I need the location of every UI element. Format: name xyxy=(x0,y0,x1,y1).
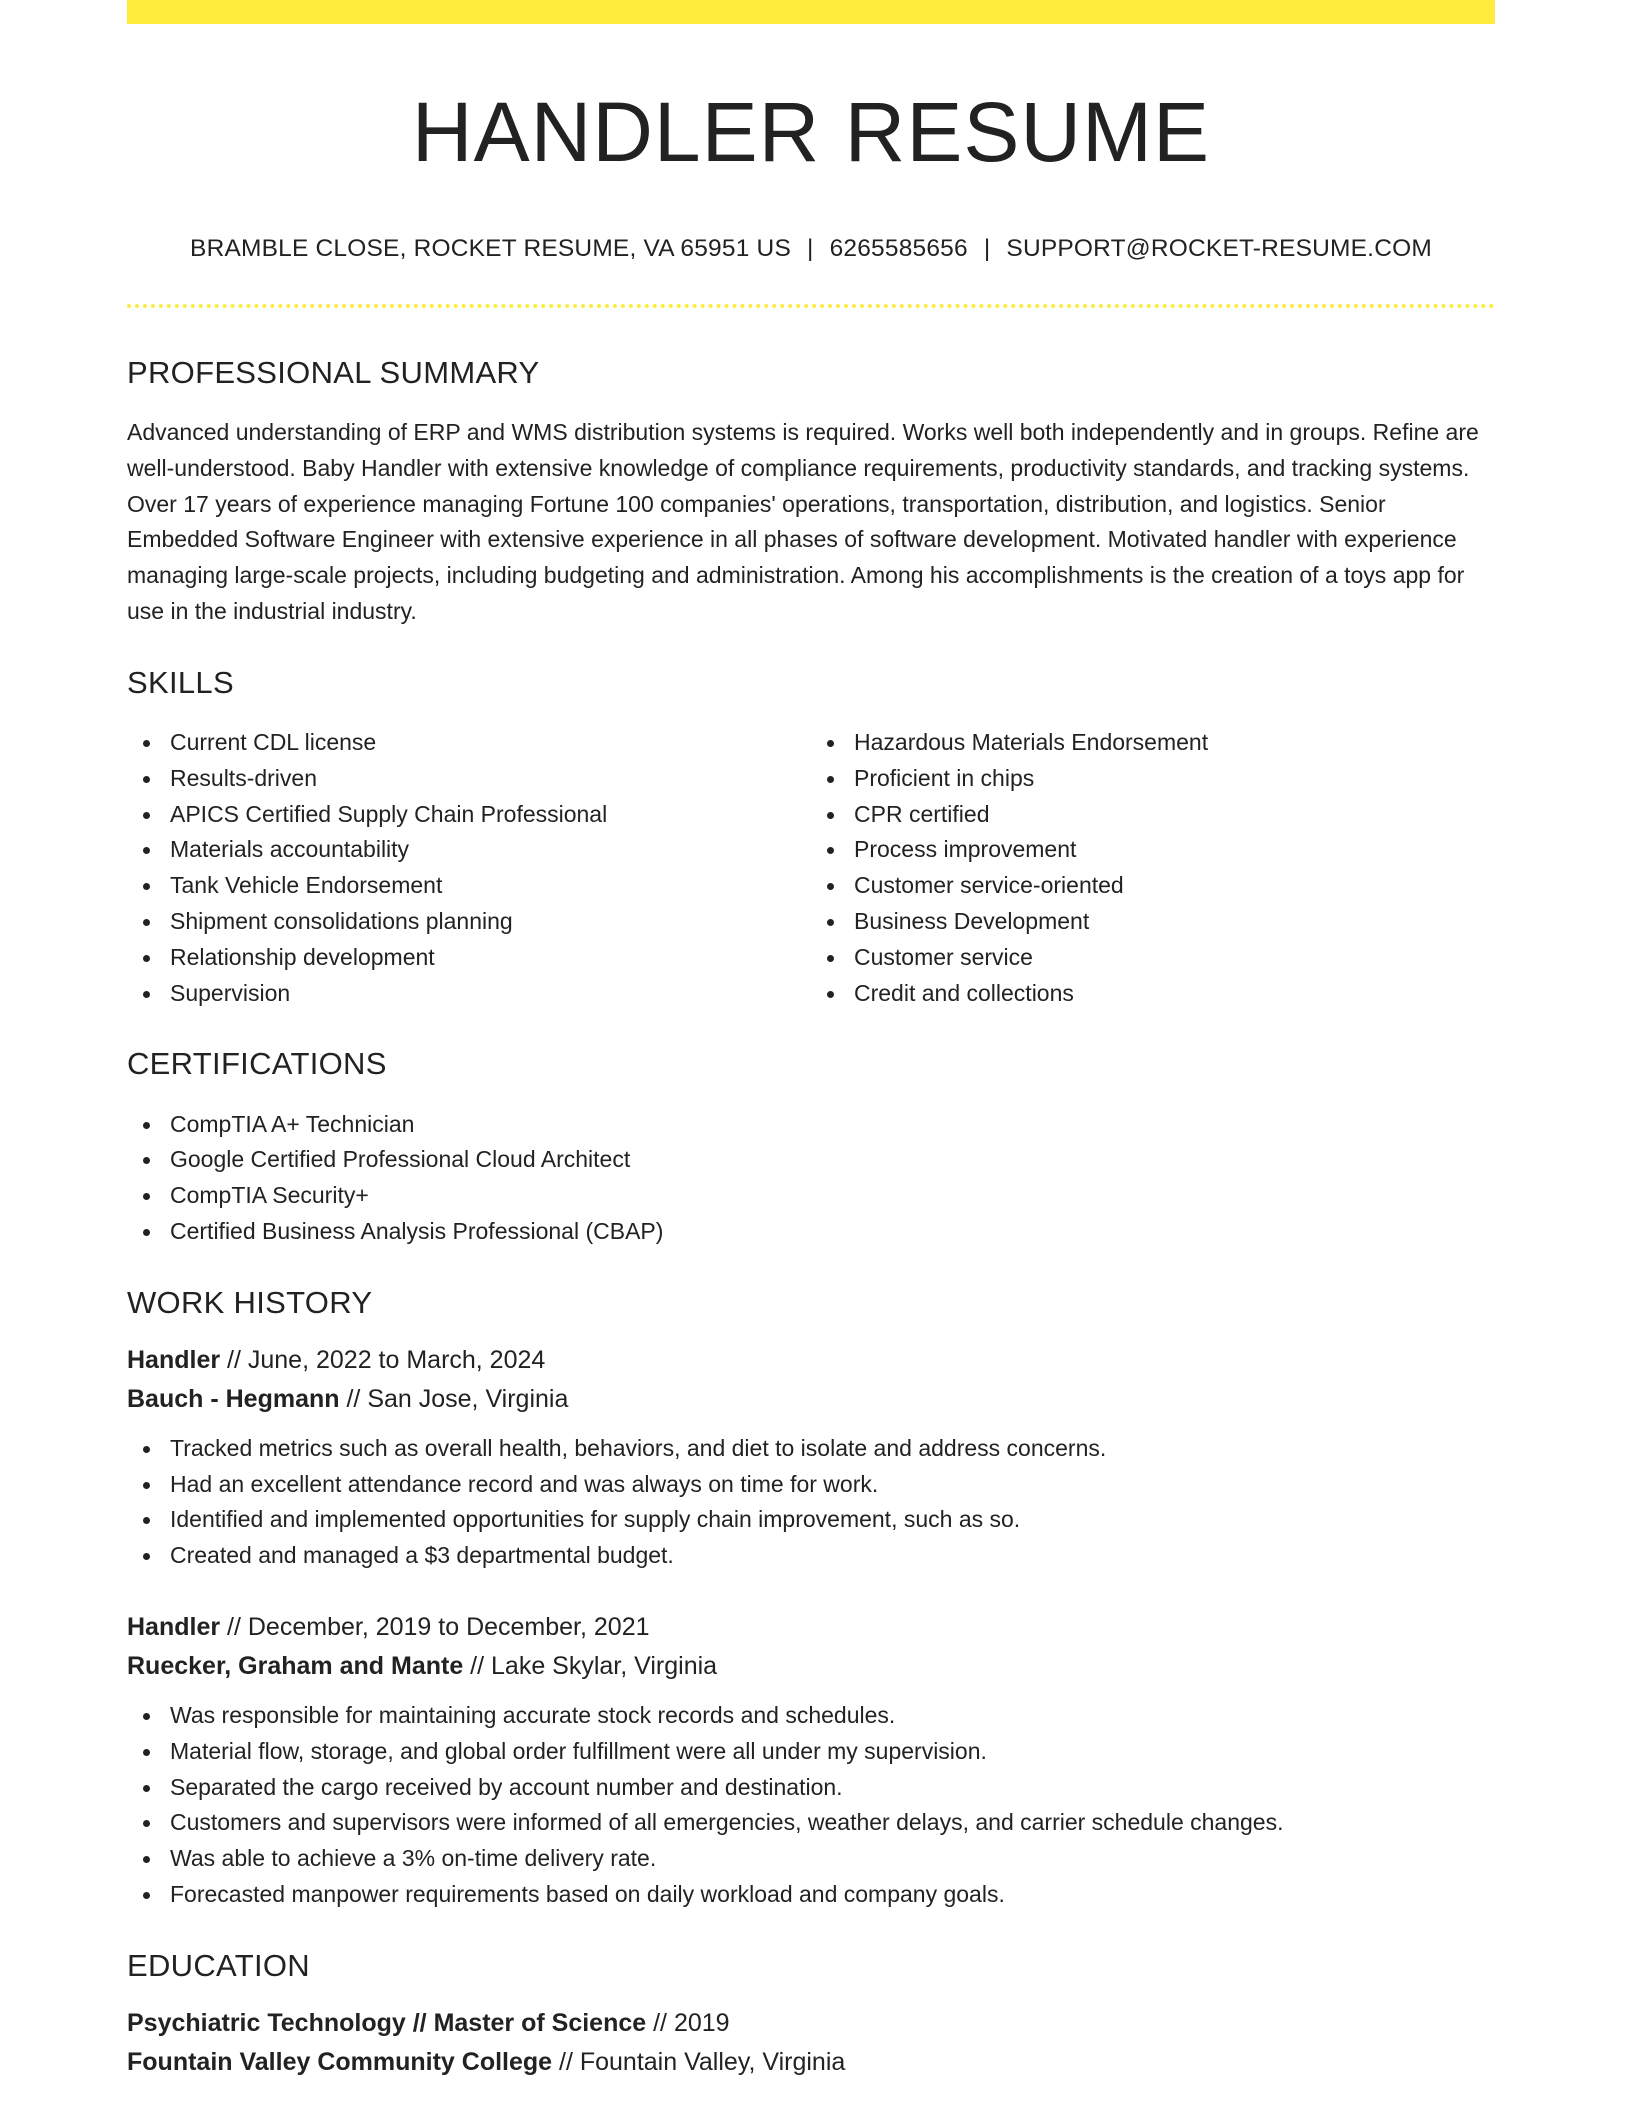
job-bullets xyxy=(127,1698,1495,1913)
skill-item: Results-driven xyxy=(127,761,811,797)
skill-item: APICS Certified Supply Chain Professional xyxy=(127,797,811,833)
skill-item: Current CDL license xyxy=(127,725,811,761)
skill-item: Supervision xyxy=(127,976,811,1012)
job-dates: // December, 2019 to December, 2021 xyxy=(220,1613,650,1642)
education-school-line xyxy=(127,2043,1495,2082)
email[interactable]: SUPPORT@ROCKET-RESUME.COM xyxy=(1006,235,1432,263)
skill-item: Shipment consolidations planning xyxy=(127,904,811,940)
certification-item: Certified Business Analysis Professional (CBAP) xyxy=(127,1214,1495,1250)
job-role-line xyxy=(127,1341,1495,1380)
job-entry xyxy=(127,1341,1495,1574)
phone[interactable]: 6265585656 xyxy=(829,235,968,263)
job-bullet: Separated the cargo received by account number and destination. xyxy=(127,1770,1495,1806)
job-bullet: Was able to achieve a 3% on-time delivery rate. xyxy=(127,1841,1495,1877)
education-heading: EDUCATION xyxy=(127,1947,310,1983)
skill-item: Proficient in chips xyxy=(811,761,1495,797)
job-company-line xyxy=(127,1380,1495,1419)
skill-item: Business Development xyxy=(811,904,1495,940)
skill-item: Hazardous Materials Endorsement xyxy=(811,725,1495,761)
job-bullet: Was responsible for maintaining accurate stock records and schedules. xyxy=(127,1698,1495,1734)
skill-item: Tank Vehicle Endorsement xyxy=(127,868,811,904)
resume-title: HANDLER RESUME xyxy=(411,85,1211,179)
job-role: Handler xyxy=(127,1613,221,1642)
education-degree: Psychiatric Technology // Master of Science xyxy=(127,2009,647,2038)
job-company: Bauch - Hegmann xyxy=(127,1384,340,1413)
education-location: // Fountain Valley, Virginia xyxy=(552,2048,846,2077)
job-role-line xyxy=(127,1608,1495,1647)
contact-line xyxy=(127,234,1495,263)
skills-list-right xyxy=(811,725,1495,1011)
job-dates: // June, 2022 to March, 2024 xyxy=(220,1345,546,1374)
education-school: Fountain Valley Community College xyxy=(127,2048,553,2077)
skill-item: Credit and collections xyxy=(811,976,1495,1012)
job-company-line xyxy=(127,1647,1495,1686)
certifications-heading: CERTIFICATIONS xyxy=(127,1046,387,1082)
skill-item: Customer service-oriented xyxy=(811,868,1495,904)
skill-item: Process improvement xyxy=(811,832,1495,868)
education-degree-line xyxy=(127,2004,1495,2043)
job-bullet: Identified and implemented opportunities for supply chain improvement, such as so. xyxy=(127,1502,1495,1538)
contact-separator: | xyxy=(983,235,991,263)
certification-item: CompTIA Security+ xyxy=(127,1178,1495,1214)
job-bullet: Tracked metrics such as overall health, behaviors, and diet to isolate and address concerns. xyxy=(127,1431,1495,1467)
contact-separator: | xyxy=(806,235,814,263)
certification-item: Google Certified Professional Cloud Architect xyxy=(127,1142,1495,1178)
job-bullet: Had an excellent attendance record and was always on time for work. xyxy=(127,1467,1495,1503)
skills-heading: SKILLS xyxy=(127,664,234,700)
skill-item: Materials accountability xyxy=(127,832,811,868)
job-location: // Lake Skylar, Virginia xyxy=(463,1652,718,1681)
job-bullet: Material flow, storage, and global order fulfillment were all under my supervision. xyxy=(127,1734,1495,1770)
address: BRAMBLE CLOSE, ROCKET RESUME, VA 65951 US xyxy=(190,235,791,263)
job-role: Handler xyxy=(127,1345,221,1374)
job-company: Ruecker, Graham and Mante xyxy=(127,1652,464,1681)
job-entry xyxy=(127,1608,1495,1913)
skills-list-left xyxy=(127,725,811,1011)
skill-item: Customer service xyxy=(811,940,1495,976)
summary-text: Advanced understanding of ERP and WMS distribution systems is required. Works well both independently and in groups. Refine are well-understood. Baby Handler with extensive knowledge of compliance requirements, productivity standards, and tracking systems. Over 17 years of experience managing Fortune 100 companies' operations, transportation, distribution, and logistics. Senior Embedded Software Engineer with extensive experience in all phases of software development. Motivated handler with experience managing large-scale projects, including budgeting and administration. Among his accomplishments is the creation of a toys app for use in the industrial industry. xyxy=(127,418,1479,624)
job-location: // San Jose, Virginia xyxy=(339,1384,569,1413)
job-bullets xyxy=(127,1431,1495,1574)
skill-item: Relationship development xyxy=(127,940,811,976)
job-bullet: Forecasted manpower requirements based on daily workload and company goals. xyxy=(127,1877,1495,1913)
accent-bar xyxy=(127,0,1495,24)
skills-columns xyxy=(127,725,1495,1011)
skill-item: CPR certified xyxy=(811,797,1495,833)
work-history-heading: WORK HISTORY xyxy=(127,1284,373,1320)
resume-page xyxy=(127,0,1495,2082)
certifications-list xyxy=(127,1107,1495,1250)
summary-heading: PROFESSIONAL SUMMARY xyxy=(127,354,540,390)
education-entry xyxy=(127,2004,1495,2082)
job-bullet: Customers and supervisors were informed of all emergencies, weather delays, and carrier schedule changes. xyxy=(127,1805,1495,1841)
job-bullet: Created and managed a $3 departmental budget. xyxy=(127,1538,1495,1574)
dotted-divider xyxy=(127,304,1495,308)
education-year: // 2019 xyxy=(646,2009,730,2038)
certification-item: CompTIA A+ Technician xyxy=(127,1107,1495,1143)
